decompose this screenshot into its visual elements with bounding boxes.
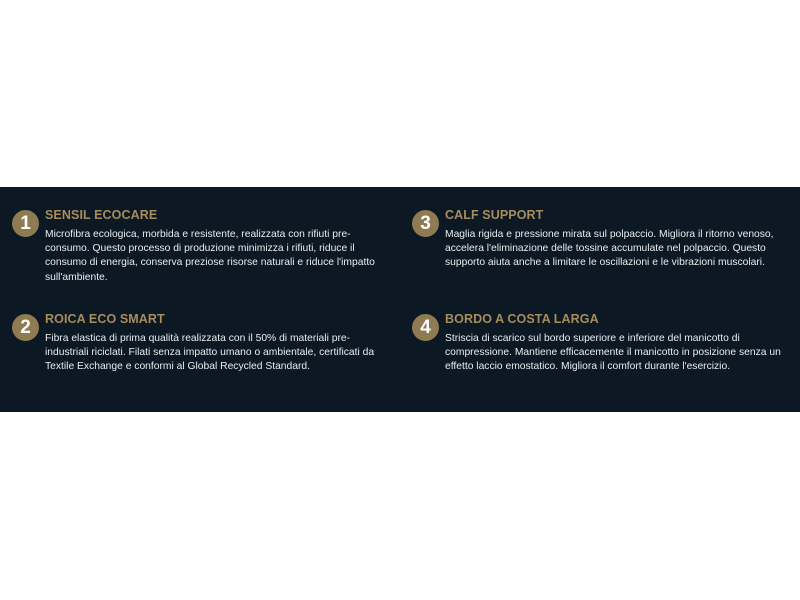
number-badge: 1 bbox=[12, 210, 39, 237]
feature-title: CALF SUPPORT bbox=[445, 208, 544, 222]
feature-description: Microfibra ecologica, morbida e resistente, realizzata con rifiuti pre-consumo. Questo processo di produzione minimizza i rifiuti, riduce il consumo di energia, conserva preziose risorse naturali e riduce l'impatto sull'ambiente. bbox=[45, 229, 375, 283]
feature-title: ROICA ECO SMART bbox=[45, 312, 165, 326]
number-badge: 4 bbox=[412, 314, 439, 341]
number-badge: 2 bbox=[12, 314, 39, 341]
feature-description: Maglia rigida e pressione mirata sul polpaccio. Migliora il ritorno venoso, accelera l'eliminazione delle tossine accumulate nel polpaccio. Questo supporto aiuta anche a limitare le oscillazioni e le vibrazioni muscolari. bbox=[445, 229, 774, 269]
feature-title: SENSIL ECOCARE bbox=[45, 208, 158, 222]
feature-title: BORDO A COSTA LARGA bbox=[445, 312, 599, 326]
feature-description: Fibra elastica di prima qualità realizzata con il 50% di materiali pre-industriali riciclati. Filati senza impatto umano o ambientale, certificati da Textile Exchange e conformi al Global Recycled Standard. bbox=[45, 333, 375, 373]
number-badge: 3 bbox=[412, 210, 439, 237]
feature-description: Striscia di scarico sul bordo superiore e inferiore del manicotto di compressione. Mantiene efficacemente il manicotto in posizione senza un effetto laccio emostatico. Migliora il comfort durante l'esercizio. bbox=[445, 333, 781, 373]
features-band bbox=[0, 187, 800, 412]
